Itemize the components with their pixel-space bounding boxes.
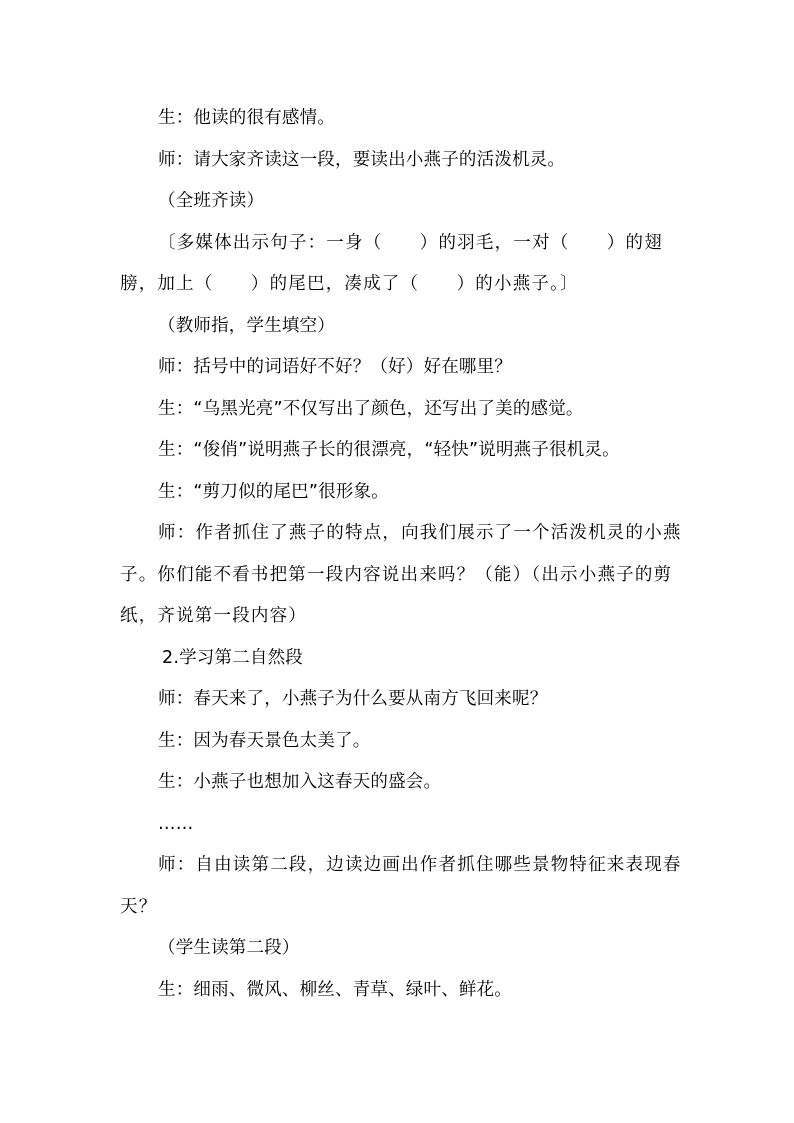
paragraph-teacher-read-together: 师：请大家齐读这一段，要读出小燕子的活泼机灵。 [158, 149, 566, 170]
paragraph-student-join-gathering: 生：小燕子也想加入这春天的盛会。 [158, 772, 442, 792]
paragraph-teacher-guides: （教师指，学生填空） [158, 315, 335, 336]
paragraph-teacher-summary: 师：作者抓住了燕子的特点，向我们展示了一个活泼机灵的小燕子。你们能不看书把第一段内容说出来吗？（能）（出示小燕子的剪纸，齐说第一段内容） [120, 523, 682, 626]
paragraph-teacher-question-words: 师：括号中的词语好不好？（好）好在哪里？ [158, 357, 512, 377]
paragraph-student-spring-beautiful: 生：因为春天景色太美了。 [158, 730, 371, 751]
paragraph-student-scissors-tail: 生：“剪刀似的尾巴”很形象。 [158, 481, 389, 502]
paragraph-teacher-spring-question: 师：春天来了，小燕子为什么要从南方飞回来呢？ [158, 689, 548, 709]
paragraph-student-scenery-list: 生：细雨、微风、柳丝、青草、绿叶、鲜花。 [158, 979, 512, 1000]
paragraph-teacher-free-read: 师：自由读第二段，边读边画出作者抓住哪些景物特征来表现春天？ [120, 855, 682, 917]
section-heading-paragraph-two: 2.学习第二自然段 [162, 647, 303, 668]
paragraph-students-read-second: （学生读第二段） [158, 938, 300, 958]
paragraph-ellipsis: …… [158, 813, 194, 834]
document-body [120, 98, 690, 1011]
paragraph-student-handsome-light: 生：“俊俏”说明燕子长的很漂亮，“轻快”说明燕子很机灵。 [158, 440, 620, 460]
paragraph-student-black-shiny: 生：“乌黑光亮”不仅写出了颜色，还写出了美的感觉。 [158, 398, 584, 419]
paragraph-multimedia-sentence: 〔多媒体出示句子：一身（ ）的羽毛，一对（ ）的翅膀，加上（ ）的尾巴，凑成了（ ）的小燕子。〕 [120, 232, 663, 294]
paragraph-student-reply-emotion: 生：他读的很有感情。 [158, 108, 335, 128]
paragraph-class-reads: （全班齐读） [158, 191, 265, 211]
